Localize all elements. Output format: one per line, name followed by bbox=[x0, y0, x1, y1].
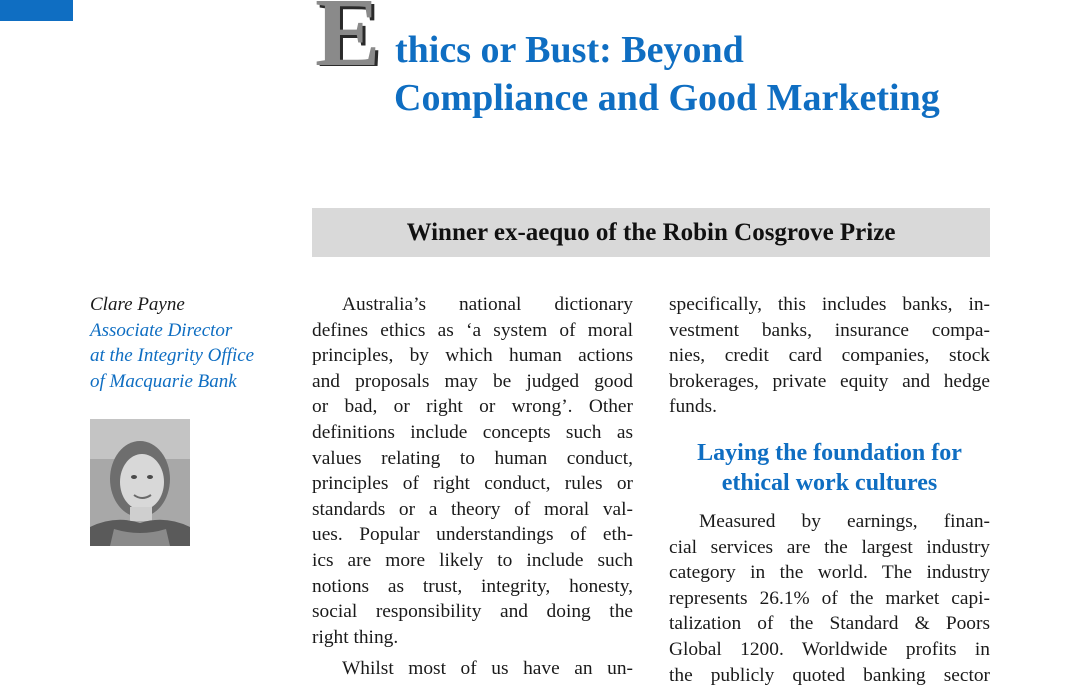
text-line: vestment banks, insurance compa- bbox=[669, 319, 990, 341]
section-heading-line: Laying the foundation for bbox=[697, 440, 962, 466]
text-line: represents 26.1% of the market capi- bbox=[669, 587, 990, 609]
text-line: category in the world. The industry bbox=[669, 562, 990, 584]
page-corner-marker bbox=[0, 0, 73, 21]
text-line: brokerages, private equity and hedge bbox=[669, 370, 990, 392]
text-line: standards or a theory of moral val- bbox=[312, 498, 633, 520]
body-column-1 bbox=[312, 292, 633, 682]
text-line: principles of right conduct, rules or bbox=[312, 473, 633, 495]
text-line: Whilst most of us have an un- bbox=[342, 658, 633, 680]
author-photo bbox=[90, 419, 190, 546]
text-line: or bad, or right or wrong’. Other bbox=[312, 396, 633, 418]
title-line: thics or Bust: Beyond bbox=[395, 29, 744, 71]
text-line: defines ethics as ‘a system of moral bbox=[312, 319, 633, 341]
body-column-2-section bbox=[669, 509, 990, 688]
text-line: Australia’s national dictionary bbox=[342, 294, 633, 315]
text-line: right thing. bbox=[312, 626, 399, 648]
text-line: the publicly quoted banking sector bbox=[669, 664, 990, 686]
prize-banner bbox=[312, 208, 990, 257]
text-line: nies, credit card companies, stock bbox=[669, 345, 990, 367]
text-line: cial services are the largest industry bbox=[669, 536, 990, 558]
author-role-line: Associate Director bbox=[90, 319, 233, 341]
author-name: Clare Payne bbox=[90, 294, 185, 315]
text-line: funds. bbox=[669, 396, 717, 418]
body-column-2 bbox=[669, 292, 990, 420]
text-line: social responsibility and doing the bbox=[312, 601, 633, 623]
text-line: ues. Popular understandings of eth- bbox=[312, 524, 633, 546]
text-line: principles, by which human actions bbox=[312, 345, 633, 367]
text-line: definitions include concepts such as bbox=[312, 421, 633, 443]
author-role-line: of Macquarie Bank bbox=[90, 370, 237, 392]
text-line: notions as trust, integrity, honesty, bbox=[312, 575, 633, 597]
text-line: Global 1200. Worldwide profits in bbox=[669, 638, 990, 660]
author-block bbox=[90, 292, 290, 394]
text-line: and proposals may be judged good bbox=[312, 370, 633, 392]
text-line: Measured by earnings, finan- bbox=[699, 511, 990, 532]
author-portrait-image bbox=[90, 419, 190, 546]
article-title bbox=[395, 26, 1055, 122]
text-line: talization of the Standard & Poors bbox=[669, 613, 990, 635]
title-line: Compliance and Good Marketing bbox=[394, 77, 940, 119]
text-line: specifically, this includes banks, in- bbox=[669, 294, 990, 315]
author-role-line: at the Integrity Office bbox=[90, 345, 255, 366]
text-line: values relating to human conduct, bbox=[312, 447, 633, 469]
section-heading bbox=[669, 438, 990, 498]
text-line: ics are more likely to include such bbox=[312, 549, 633, 571]
title-drop-cap: E bbox=[315, 0, 381, 66]
section-heading-line: ethical work cultures bbox=[721, 470, 938, 496]
prize-banner-text: Winner ex-aequo of the Robin Cosgrove Prize bbox=[406, 218, 896, 246]
